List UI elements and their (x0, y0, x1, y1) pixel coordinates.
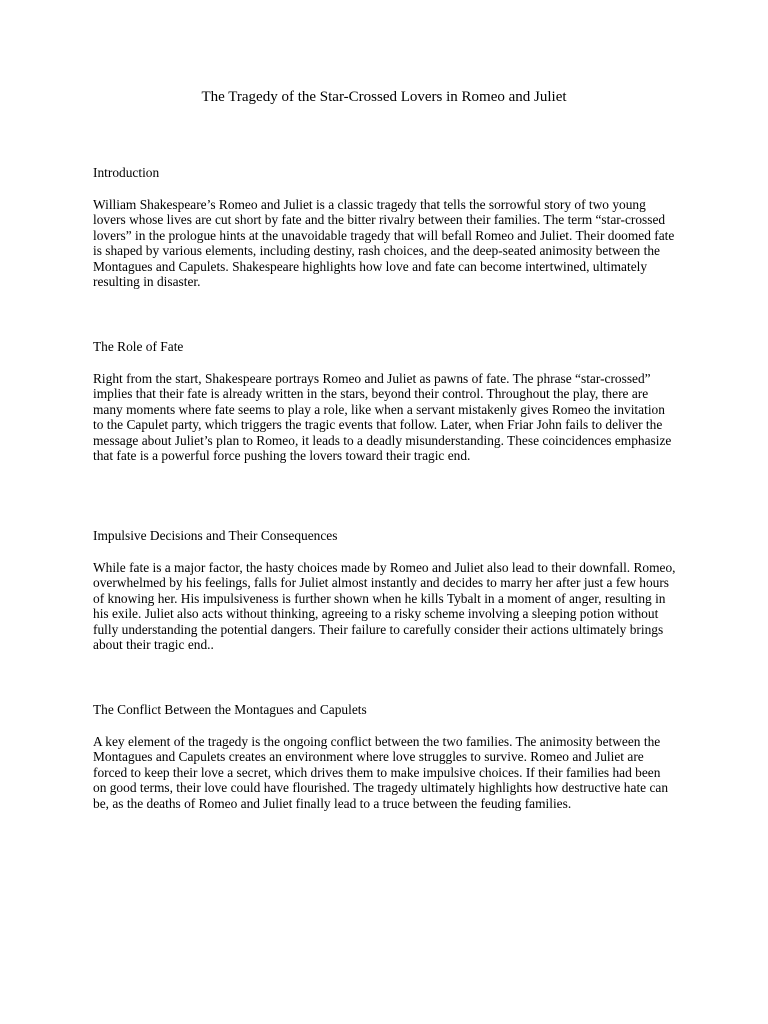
section-heading-family-conflict: The Conflict Between the Montagues and Capulets (93, 702, 367, 717)
section-body-family-conflict: A key element of the tragedy is the ongoing conflict between the two families. The animosity between the Montagues and Capulets creates an environment where love struggles to survive. Romeo and Juliet are forced to keep their love a secret, which drives them to make impulsive choices. If their families had been on good terms, their love could have flourished. The tragedy ultimately highlights how destructive hate can be, as the deaths of Romeo and Juliet finally lead to a truce between the feuding families. (93, 734, 669, 811)
section-heading-introduction: Introduction (93, 165, 160, 180)
document-title: The Tragedy of the Star-Crossed Lovers in Romeo and Juliet (201, 89, 567, 105)
section-heading-role-of-fate: The Role of Fate (93, 339, 184, 354)
section-body-introduction: William Shakespeare’s Romeo and Juliet is a classic tragedy that tells the sorrowful story of two young lovers whose lives are cut short by fate and the bitter rivalry between their families. The term “star-crossed lovers” in the prologue hints at the unavoidable tragedy that will befall Romeo and Juliet. Their doomed fate is shaped by various elements, including destiny, rash choices, and the deep-seated animosity between the Montagues and Capulets. Shakespeare highlights how love and fate can become intertwined, ultimately resulting in disaster. (93, 197, 675, 290)
section-heading-impulsive-decisions: Impulsive Decisions and Their Consequences (93, 528, 338, 543)
section-body-impulsive-decisions: While fate is a major factor, the hasty choices made by Romeo and Juliet also lead to their downfall. Romeo, overwhelmed by his feelings, falls for Juliet almost instantly and decides to marry her after just a few hours of knowing her. His impulsiveness is further shown when he kills Tybalt in a moment of anger, resulting in his exile. Juliet also acts without thinking, agreeing to a risky scheme involving a sleeping potion without fully understanding the potential dangers. Their failure to carefully consider their actions ultimately brings about their tragic end.. (93, 560, 676, 653)
section-body-role-of-fate: Right from the start, Shakespeare portrays Romeo and Juliet as pawns of fate. The phrase “star-crossed” implies that their fate is already written in the stars, beyond their control. Throughout the play, there are many moments where fate seems to play a role, like when a servant mistakenly gives Romeo the invitation to the Capulet party, which triggers the tragic events that follow. Later, when Friar John fails to deliver the message about Juliet’s plan to Romeo, it leads to a deadly misunderstanding. These coincidences emphasize that fate is a powerful force pushing the lovers toward their tragic end. (93, 371, 672, 464)
